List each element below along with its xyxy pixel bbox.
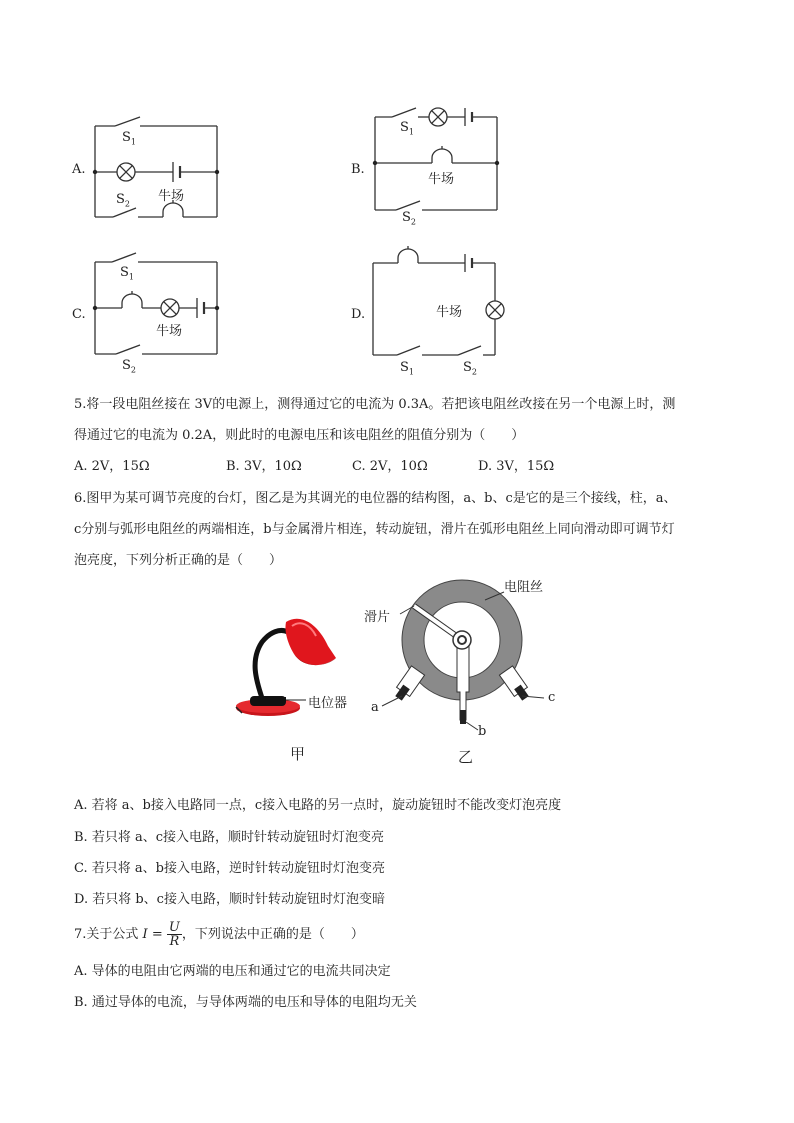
figure-yi-caption: 乙 [458, 748, 474, 766]
terminal-c-label: c [548, 690, 556, 705]
q7-formula-denominator: R [169, 934, 180, 949]
q6-option-a: A. 若将 a、b接入电路同一点，c接入电路的另一点时，旋动旋钮时不能改变灯泡亮度 [74, 798, 562, 813]
circuit-b-label: B. [351, 162, 365, 177]
q6-line2: c分别与弧形电阻丝的两端相连，b与金属滑片相连，转动旋钮，滑片在弧形电阻丝上同向滑动即可调节灯 [74, 522, 675, 537]
q6-option-c: C. 若只将 a、b接入电路，逆时针转动旋钮时灯泡变亮 [74, 861, 385, 876]
device-label: 电位器 [308, 696, 348, 711]
desk-lamp-figure [228, 610, 368, 770]
q7-formula-lhs: I = [142, 927, 163, 942]
q7-formula-fraction [167, 921, 182, 948]
potentiometer-diagram [362, 570, 572, 770]
circuit-b-s2: $S_2$ [402, 210, 416, 227]
circuit-a-s2: $S_2$ [116, 192, 130, 209]
q5-option-b: B. 3V，10Ω [226, 459, 302, 474]
circuit-a-diagram [60, 110, 240, 230]
circuit-b-s1: $S_1$ [400, 120, 414, 137]
circuit-c-text: 牛场 [156, 324, 183, 339]
q7-option-a: A. 导体的电阻由它两端的电压和通过它的电流共同决定 [74, 964, 391, 979]
circuit-a-s1: $S_1$ [122, 130, 136, 147]
circuit-d [340, 245, 520, 385]
q7-suffix: ，下列说法中正确的是（ ） [181, 927, 364, 942]
circuit-b [340, 100, 520, 230]
circuit-c [60, 250, 240, 380]
circuit-a-label: A. [72, 162, 86, 177]
q5-option-a: A. 2V，15Ω [74, 459, 150, 474]
circuit-d-label: D. [351, 307, 366, 322]
q5-line1: 5.将一段电阻丝接在 3V的电源上，测得通过它的电流为 0.3A。若把该电阻丝改接在另一个电源上时，测 [74, 397, 676, 412]
q5-option-c: C. 2V，10Ω [352, 459, 428, 474]
circuit-d-s2: $S_2$ [463, 360, 477, 377]
circuit-b-diagram [340, 100, 520, 230]
q6-line1: 6.图甲为某可调节亮度的台灯，图乙是为其调光的电位器的结构图，a、b、c是它的是三个接线，柱，a、 [74, 491, 677, 506]
circuit-d-text: 牛场 [436, 305, 463, 320]
q5-option-d: D. 3V，15Ω [478, 459, 555, 474]
q7-stem [74, 920, 364, 950]
circuit-c-label: C. [72, 307, 86, 322]
circuit-d-s1: $S_1$ [400, 360, 414, 377]
circuit-a-text: 牛场 [158, 189, 185, 204]
q7-formula-numerator: U [168, 920, 180, 935]
q7-prefix: 7.关于公式 [74, 927, 143, 942]
circuit-a [60, 110, 240, 230]
q5-line2: 得通过它的电流为 0.2A，则此时的电源电压和该电阻丝的阻值分别为（ ） [74, 428, 525, 443]
q6-option-b: B. 若只将 a、c接入电路，顺时针转动旋钮时灯泡变亮 [74, 830, 384, 845]
circuit-d-diagram [340, 245, 520, 385]
terminal-b-label: b [478, 724, 487, 739]
terminal-a-label: a [371, 700, 379, 715]
slider-label: 滑片 [364, 610, 391, 625]
circuit-c-s2: $S_2$ [122, 358, 136, 375]
circuit-b-text: 牛场 [428, 172, 455, 187]
q7-option-b: B. 通过导体的电流，与导体两端的电压和导体的电阻均无关 [74, 995, 417, 1010]
circuit-c-diagram [60, 250, 240, 380]
q6-line3: 泡亮度，下列分析正确的是（ ） [74, 553, 283, 568]
circuit-c-s1: $S_1$ [120, 265, 134, 282]
figure-jia-caption: 甲 [290, 745, 306, 763]
wire-label: 电阻丝 [504, 580, 544, 595]
potentiometer-figure [362, 570, 572, 770]
q6-option-d: D. 若只将 b、c接入电路，顺时针转动旋钮时灯泡变暗 [74, 892, 385, 907]
